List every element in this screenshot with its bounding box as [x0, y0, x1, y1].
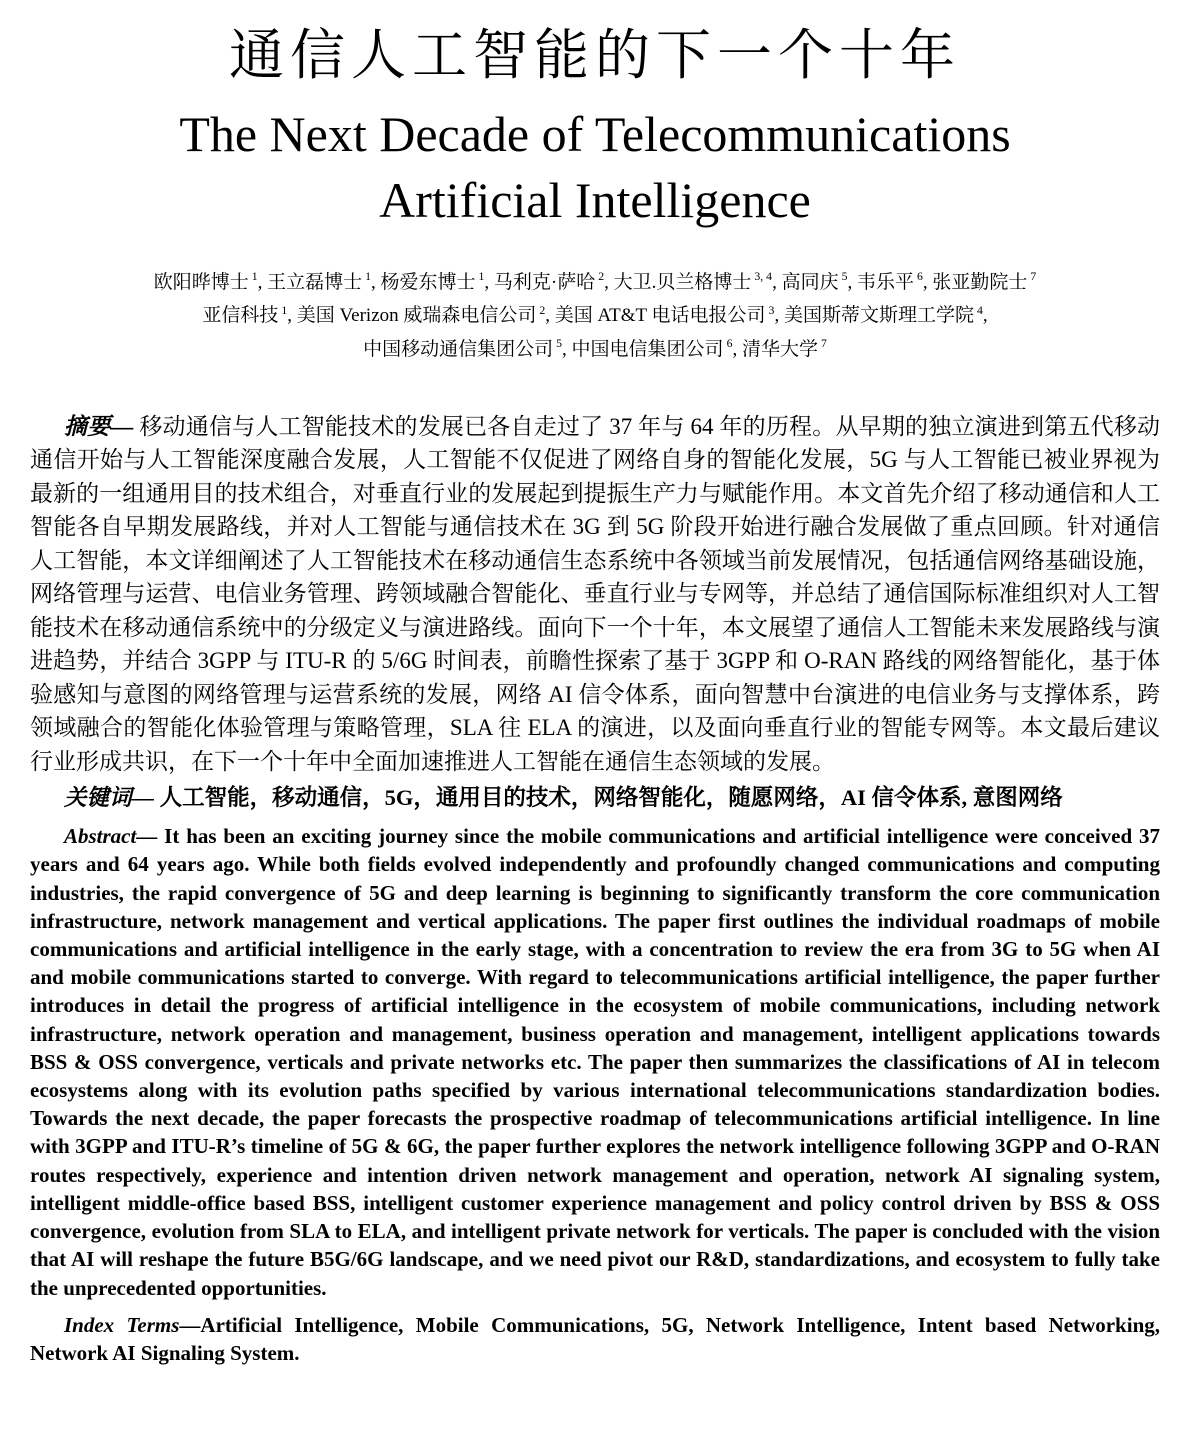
author-name: 欧阳晔博士 $^1$, — [153, 270, 268, 293]
author-list — [30, 269, 1160, 298]
abstract-zh-label: 摘要— — [64, 413, 134, 439]
author-separator: , — [604, 271, 614, 293]
author-name: 韦乐平 $^6$, — [856, 270, 933, 293]
author-name: 张亚勤院士 $^7$ — [932, 270, 1037, 293]
author-name: 杨爱东博士 $^1$, — [380, 270, 494, 293]
affiliation-number-superscript: 5 — [556, 337, 563, 351]
affiliation-name: 美国 AT&T 电话电报公司 $^3$, — [554, 303, 784, 327]
index-terms-text: —Artificial Intelligence, Mobile Communications, 5G, Network Intelligence, Intent based Networking, Network AI Signaling System. — [30, 1312, 1160, 1365]
keywords-zh — [30, 781, 1160, 814]
affiliation-name: 美国 Verizon 威瑞森电信公司 $^2$, — [296, 303, 555, 327]
abstract-zh — [30, 410, 1160, 779]
author-separator: , — [371, 271, 381, 293]
author-affiliation-superscript: 1 — [251, 270, 258, 284]
author-affiliation-superscript: 6 — [916, 270, 923, 284]
author-affiliation-superscript: 2 — [598, 270, 605, 284]
author-affiliation-superscript: 3, 4 — [754, 270, 773, 284]
keywords-zh-label: 关键词— — [64, 785, 155, 811]
affiliation-separator: , — [774, 305, 784, 327]
affiliation-number-superscript: 1 — [281, 303, 288, 317]
affiliation-separator: , — [545, 305, 555, 327]
affiliation-separator: , — [732, 338, 742, 360]
affiliation-number-superscript: 2 — [539, 303, 546, 317]
keywords-zh-text: 人工智能，移动通信，5G，通用目的技术，网络智能化，随愿网络，AI 信令体系, 意图网络 — [154, 785, 1063, 811]
paper-title-en-line2: Artificial Intelligence — [379, 171, 811, 228]
affiliation-name: 中国移动通信集团公司 $^5$, — [363, 337, 572, 360]
affiliation-number-superscript: 4 — [976, 303, 983, 317]
affiliation-name: 中国电信集团公司 $^6$, — [571, 337, 742, 360]
author-affiliation-superscript: 1 — [478, 270, 485, 284]
author-separator: , — [847, 271, 857, 293]
author-affiliation-superscript: 7 — [1030, 270, 1037, 284]
affiliation-number-superscript: 3 — [768, 303, 775, 317]
paper-title-en — [30, 101, 1160, 233]
affiliation-separator: , — [562, 338, 572, 360]
affiliation-line-2 — [30, 333, 1160, 366]
abstract-en-label: Abstract— — [64, 824, 158, 849]
abstract-en-text: It has been an exciting journey since the mobile communications and artificial intelligence were conceived 37 years and 64 years ago. While both fields evolved independently and profoundly changed communications and computing industries, the rapid convergence of 5G and deep learning is beginning to significantly transform the core communication infrastructure, network management and vertical applications. The paper first outlines the individual roadmaps of mobile communications and artificial intelligence in the early stage, with a concentration to review the era from 3G to 5G when AI and mobile communications started to converge. With regard to telecommunications artificial intelligence, the paper further introduces in detail the progress of artificial intelligence in the ecosystem of mobile communications, including network infrastructure, network operation and management, business operation and management, intelligent applications towards BSS & OSS convergence, verticals and private networks etc. The paper then summarizes the classifications of AI in telecom ecosystems along with its evolution paths specified by various international telecommunications standardization bodies. Towards the next decade, the paper forecasts the prospective roadmap of telecommunications artificial intelligence. In line with 3GPP and ITU-R’s timeline of 5G & 6G, the paper further explores the network intelligence following 3GPP and O-RAN routes respectively, experience and intention driven network management and operation, network AI signaling system, intelligent middle-office based BSS, intelligent customer experience management and policy control driven by BSS & OSS convergence, evolution from SLA to ELA, and intelligent private network for verticals. The paper is concluded with the vision that AI will reshape the future B5G/6G landscape, and we need pivot our R&D, standardizations, and ecosystem to fully take the unprecedented opportunities. — [30, 824, 1160, 1300]
paper-title-en-line1: The Next Decade of Telecommunications — [179, 105, 1011, 162]
author-affiliation-superscript: 1 — [365, 270, 372, 284]
abstract-en — [30, 822, 1160, 1301]
affiliation-name: 美国斯蒂文斯理工学院 $^4$, — [783, 303, 988, 327]
index-terms — [30, 1311, 1160, 1367]
affiliation-line-1 — [30, 299, 1160, 332]
author-affiliation-superscript: 5 — [841, 270, 848, 284]
affiliation-separator: , — [287, 305, 297, 327]
author-separator: , — [257, 271, 268, 293]
author-name: 马利克·萨哈 $^2$, — [493, 270, 614, 293]
affiliation-separator: , — [982, 305, 988, 327]
author-separator: , — [922, 271, 933, 293]
affiliation-number-superscript: 7 — [820, 337, 827, 351]
author-separator: , — [772, 271, 782, 293]
index-terms-label: Index Terms — [64, 1312, 180, 1337]
affiliation-block — [30, 299, 1160, 366]
affiliation-number-superscript: 6 — [726, 337, 733, 351]
abstract-zh-text: 移动通信与人工智能技术的发展已各自走过了 37 年与 64 年的历程。从早期的独立演进到第五代移动通信开始与人工智能深度融合发展，人工智能不仅促进了网络自身的智能化发展，5G 与人工智能已被业界视为最新的一组通用目的技术组合，对垂直行业的发展起到提振生产力与赋能作用。本文首先介绍了移动通信和人工智能各自早期发展路线，并对人工智能与通信技术在 3G 到 5G 阶段开始进行融合发展做了重点回顾。针对通信人工智能，本文详细阐述了人工智能技术在移动通信生态系统中各领域当前发展情况，包括通信网络基础设施，网络管理与运营、电信业务管理、跨领域融合智能化、垂直行业与专网等，并总结了通信国际标准组织对人工智能技术在移动通信系统中的分级定义与演进路线。面向下一个十年，本文展望了通信人工智能未来发展路线与演进趋势，并结合 3GPP 与 ITU-R 的 5/6G 时间表，前瞻性探索了基于 3GPP 和 O-RAN 路线的网络智能化，基于体验感知与意图的网络管理与运营系统的发展，网络 AI 信令体系，面向智慧中台演进的电信业务与支撑体系，跨领域融合的智能化体验管理与策略管理，SLA 往 ELA 的演进，以及面向垂直行业的智能专网等。本文最后建议行业形成共识，在下一个十年中全面加速推进人工智能在通信生态领域的发展。 — [30, 413, 1161, 774]
affiliation-name: 清华大学 $^7$ — [741, 337, 827, 360]
author-name: 大卫.贝兰格博士 $^{3, 4}$, — [613, 270, 782, 293]
author-name: 王立磊博士 $^1$, — [267, 270, 381, 293]
affiliation-name: 亚信科技 $^1$, — [202, 303, 297, 327]
author-separator: , — [484, 271, 494, 293]
paper-title-zh: 通信人工智能的下一个十年 — [228, 25, 961, 86]
author-name: 高同庆 $^5$, — [781, 270, 857, 293]
